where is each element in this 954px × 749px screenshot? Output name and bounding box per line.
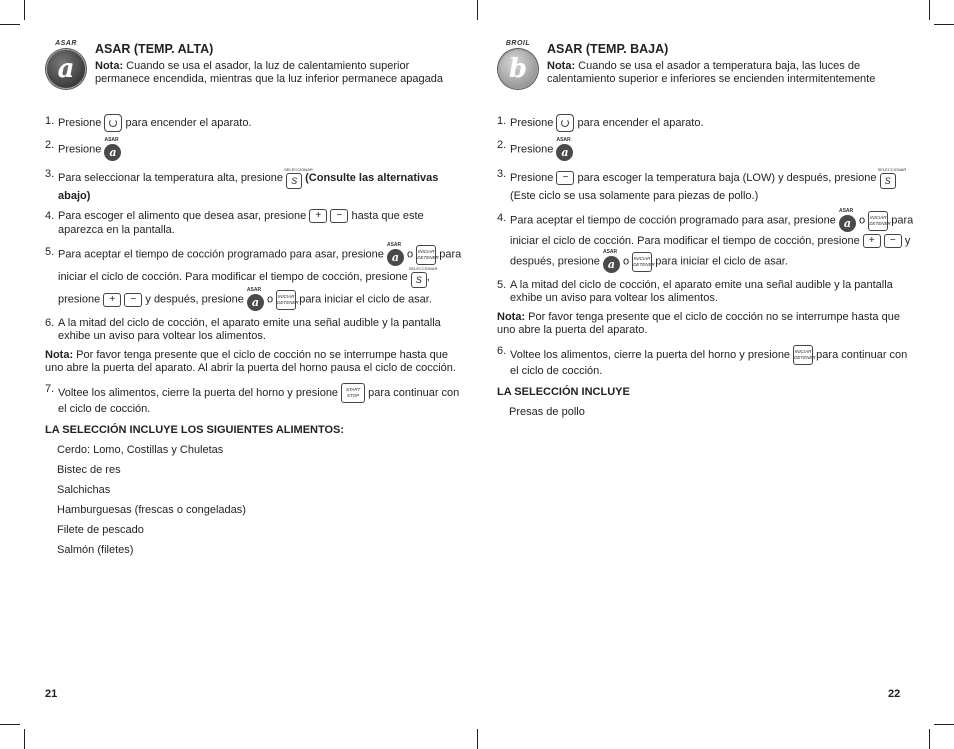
asar-button-icon: ASAR a bbox=[603, 256, 620, 273]
selector-button-icon: SELECCIONAR S bbox=[880, 173, 896, 189]
section-header bbox=[497, 40, 917, 102]
plus-button-icon: + bbox=[309, 209, 327, 223]
crop-mark bbox=[934, 24, 954, 25]
list-item: Hamburguesas (frescas o congeladas) bbox=[57, 504, 246, 517]
section-title: ASAR (TEMP. BAJA) bbox=[547, 42, 669, 56]
list-item: 6. A la mitad del ciclo de cocción, el aparato emite una señal audible y la pantalla exhibe un aviso para voltear los alimentos. bbox=[45, 317, 441, 343]
list-item: 3. Para seleccionar la temperatura alta, presione SELECCIONAR S (Consulte las alternativas abajo) bbox=[45, 167, 465, 203]
list-item: 6. Voltee los alimentos, cierre la puerta del horno y presione INICIAR DETENER para continuar con el ciclo de cocción. bbox=[497, 345, 908, 377]
start-stop-button-icon: INICIAR DETENER bbox=[632, 252, 652, 272]
badge-label: ASAR bbox=[55, 40, 77, 47]
list-item: 5. A la mitad del ciclo de cocción, el aparato emite una señal audible y la pantalla exhibe un aviso para voltear los alimentos. bbox=[497, 279, 893, 304]
crop-mark bbox=[477, 729, 478, 749]
section-header bbox=[45, 40, 465, 102]
asar-button-icon: ASAR a bbox=[556, 144, 573, 161]
selector-button-icon: SELECCIONAR S bbox=[286, 173, 302, 189]
list-item: 4. Para escoger el alimento que desea asar, presione + − hasta que este aparezca en la pantalla. bbox=[45, 210, 424, 237]
list-item: Salchichas bbox=[57, 484, 111, 497]
note-paragraph: Nota: Por favor tenga presente que el ciclo de cocción no se interrumpe hasta que uno abre la puerta del aparato. bbox=[497, 311, 900, 336]
crop-mark bbox=[0, 24, 20, 25]
steps-list bbox=[497, 114, 917, 305]
steps-list bbox=[45, 383, 465, 416]
list-item: Presas de pollo bbox=[509, 406, 585, 418]
asar-button-icon: ASAR a bbox=[387, 249, 404, 266]
plus-button-icon: + bbox=[863, 234, 881, 248]
minus-button-icon: − bbox=[884, 234, 902, 248]
list-item: 2. Presione ASAR a bbox=[45, 138, 465, 161]
crop-mark bbox=[477, 0, 478, 20]
section-heading: LA SELECCIÓN INCLUYE LOS SIGUIENTES ALIMENTOS: bbox=[45, 424, 345, 437]
header-note: Nota: Cuando se usa el asador a temperatura baja, las luces de calentamiento superior e inferiores se encienden intermitentemente bbox=[547, 60, 876, 85]
page-number: 22 bbox=[888, 688, 901, 700]
crop-mark bbox=[934, 724, 954, 725]
start-stop-button-icon: INICIAR DETENER bbox=[793, 345, 813, 365]
page-number: 21 bbox=[45, 688, 58, 700]
start-stop-button-icon: INICIAR DETENER bbox=[276, 290, 296, 310]
list-item: 3. Presione − para escoger la temperatura baja (LOW) y después, presione SELECCIONAR S (Este ciclo se usa solamente para piezas de pollo.) bbox=[497, 167, 917, 203]
crop-mark bbox=[0, 724, 20, 725]
start-stop-button-icon: INICIAR DETENER bbox=[416, 245, 436, 265]
crop-mark bbox=[24, 0, 25, 20]
list-item: 1. Presione para encender el aparato. bbox=[45, 114, 465, 132]
section-heading: LA SELECCIÓN INCLUYE bbox=[497, 386, 630, 398]
power-button-icon bbox=[556, 114, 574, 132]
minus-button-icon: − bbox=[556, 171, 574, 185]
steps-list bbox=[497, 345, 917, 378]
crop-mark bbox=[929, 0, 930, 20]
list-item: Cerdo: Lomo, Costillas y Chuletas bbox=[57, 444, 224, 457]
left-page bbox=[45, 40, 465, 564]
list-item: Filete de pescado bbox=[57, 524, 144, 537]
asar-button-icon: ASAR a bbox=[104, 144, 121, 161]
power-button-icon bbox=[104, 114, 122, 132]
list-item: 1. Presione para encender el aparato. bbox=[497, 114, 917, 132]
note-paragraph: Nota: Por favor tenga presente que el ciclo de cocción no se interrumpe hasta que uno abre la puerta del aparato. Al abrir la puerta del horno pausa el ciclo de cocción. bbox=[45, 349, 456, 375]
foods-list bbox=[497, 406, 917, 419]
list-item: Salmón (filetes) bbox=[57, 544, 134, 557]
foods-list bbox=[45, 444, 465, 557]
asar-badge-icon bbox=[45, 40, 87, 89]
start-stop-button-icon: START STOP bbox=[341, 383, 365, 403]
section-title: ASAR (TEMP. ALTA) bbox=[95, 42, 214, 56]
crop-mark bbox=[929, 729, 930, 749]
list-item: Bistec de res bbox=[57, 464, 121, 477]
minus-button-icon: − bbox=[124, 293, 142, 307]
steps-list bbox=[45, 114, 465, 343]
list-item: 2. Presione ASAR a bbox=[497, 138, 917, 161]
asar-button-icon: ASAR a bbox=[247, 294, 264, 311]
plus-button-icon: + bbox=[103, 293, 121, 307]
selector-button-icon: SELECCIONAR S bbox=[411, 272, 427, 288]
list-item: 4. Para aceptar el tiempo de cocción programado para asar, presione ASAR a o INICIAR DETENER para iniciar el ciclo de cocción. Para modificar el tiempo de cocción, presione + − y después, presione ASAR a o INICIAR DETENER para iniciar el ciclo de asar. bbox=[497, 209, 917, 273]
minus-button-icon: − bbox=[330, 209, 348, 223]
crop-mark bbox=[24, 729, 25, 749]
list-item: 5. Para aceptar el tiempo de cocción programado para asar, presione ASAR a o INICIAR DETENER para iniciar el ciclo de cocción. Para modificar el tiempo de cocción, presione SELECCIONAR S , presione + − y después, presione ASAR a o INICIAR DETENER para iniciar el ciclo de asar. bbox=[45, 243, 465, 311]
badge-letter: a bbox=[46, 49, 86, 89]
broil-badge-icon bbox=[497, 40, 539, 89]
header-note: Nota: Cuando se usa el asador, la luz de calentamiento superior permanece encendida, mientras que la luz inferior permanece apagada bbox=[95, 60, 443, 85]
badge-letter: b bbox=[498, 49, 538, 89]
right-page bbox=[497, 40, 917, 426]
badge-label: BROIL bbox=[505, 40, 531, 47]
list-item: 7. Voltee los alimentos, cierre la puerta del horno y presione START STOP para continuar con el ciclo de cocción. bbox=[45, 383, 460, 416]
asar-button-icon: ASAR a bbox=[839, 215, 856, 232]
start-stop-button-icon: INICIAR DETENER bbox=[868, 211, 888, 231]
